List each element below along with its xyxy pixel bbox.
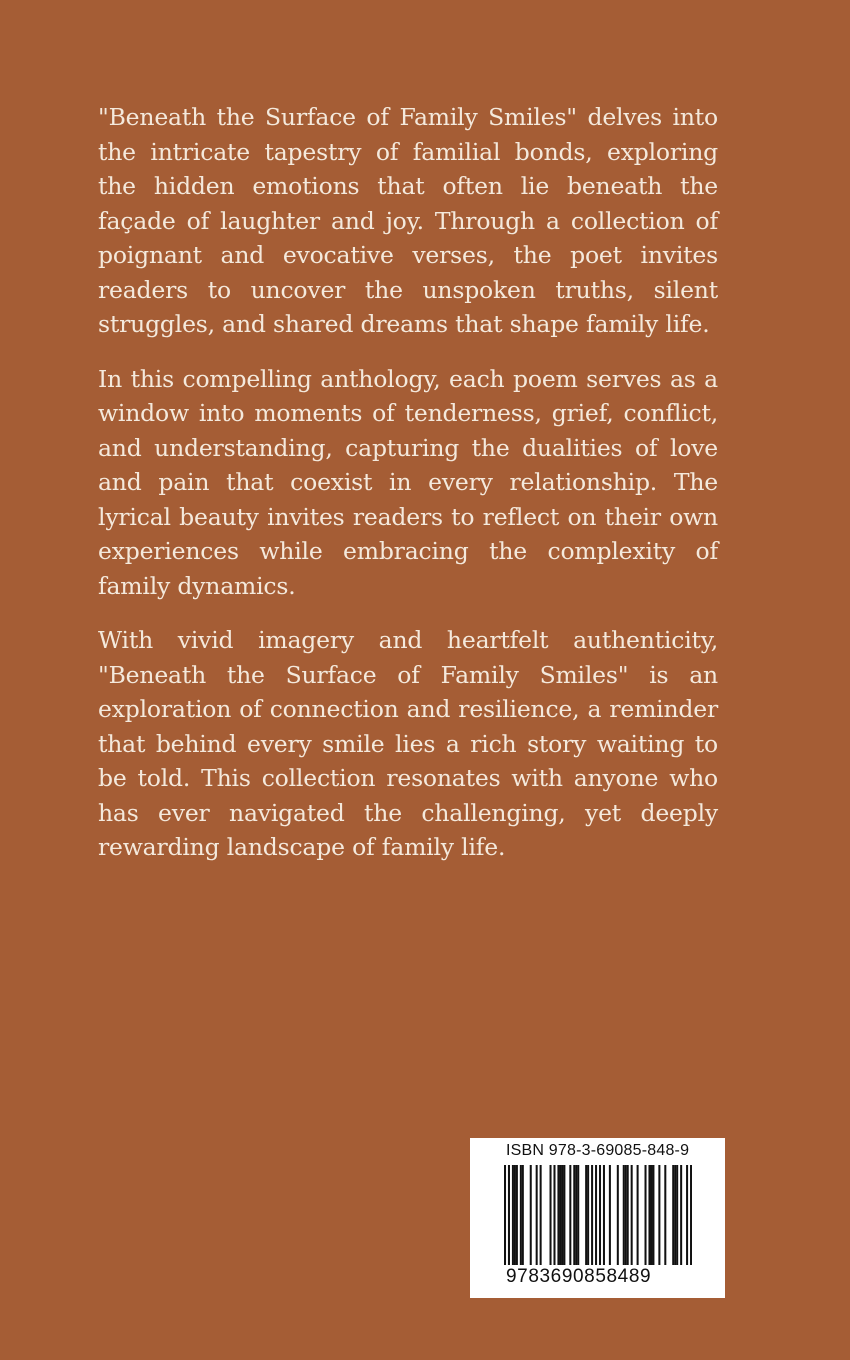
barcode-bar — [508, 1165, 510, 1265]
barcode-bar — [540, 1165, 542, 1265]
barcode-bar — [553, 1165, 555, 1265]
barcode-bar — [645, 1165, 647, 1265]
barcode-bar — [676, 1165, 678, 1265]
barcode-bar — [577, 1165, 579, 1265]
barcode-bar — [561, 1165, 563, 1265]
barcode-bar — [522, 1165, 524, 1265]
barcode-bar — [631, 1165, 633, 1265]
barcode-bar — [617, 1165, 619, 1265]
barcode-bar — [680, 1165, 682, 1265]
barcode-bar — [504, 1165, 506, 1265]
barcode-bar — [609, 1165, 611, 1265]
barcode-bar — [674, 1165, 676, 1265]
barcode-bar — [690, 1165, 692, 1265]
barcode-bar — [585, 1165, 587, 1265]
barcode-bar — [637, 1165, 639, 1265]
barcode-bar — [650, 1165, 652, 1265]
barcode-bar — [587, 1165, 589, 1265]
barcode-bar — [573, 1165, 575, 1265]
barcode-bar — [530, 1165, 532, 1265]
barcode-bar — [672, 1165, 674, 1265]
barcode-bar — [563, 1165, 565, 1265]
barcode-bars — [504, 1165, 692, 1265]
barcode-bar — [603, 1165, 605, 1265]
barcode-bar — [569, 1165, 571, 1265]
barcode-bar — [686, 1165, 688, 1265]
isbn-label: ISBN 978-3-69085-848-9 — [506, 1142, 690, 1159]
blurb-paragraph-2: In this compelling anthology, each poem serves as a window into moments of tenderness, grief, conflict, and understanding, capturing the dualities of love and pain that coexist in every relationship. The lyrical beauty invites readers to reflect on their own experiences while embracing the complexity of family dynamics. — [98, 364, 718, 600]
barcode-bar — [536, 1165, 538, 1265]
barcode-bar — [648, 1165, 650, 1265]
barcode-bar — [512, 1165, 514, 1265]
isbn-barcode-box — [470, 1138, 725, 1298]
barcode-bar — [627, 1165, 629, 1265]
barcode-bar — [658, 1165, 660, 1265]
barcode-bar — [516, 1165, 518, 1265]
blurb-paragraph-1: "Beneath the Surface of Family Smiles" delves into the intricate tapestry of familial bonds, exploring the hidden emotions that often lie beneath the façade of laughter and joy. Through a collection of poignant and evocative verses, the poet invites readers to uncover the unspoken truths, silent struggles, and shared dreams that shape family life. — [98, 103, 718, 338]
blurb-text — [98, 100, 718, 885]
barcode-bar — [625, 1165, 627, 1265]
ean-digits: 9783690858489 — [506, 1266, 652, 1287]
barcode-bar — [557, 1165, 559, 1265]
barcode-bar — [595, 1165, 597, 1265]
barcode-bar — [623, 1165, 625, 1265]
barcode-bar — [652, 1165, 654, 1265]
barcode-bar — [591, 1165, 593, 1265]
barcode-bar — [599, 1165, 601, 1265]
barcode-bar — [514, 1165, 516, 1265]
barcode-bar — [664, 1165, 666, 1265]
barcode-bar — [520, 1165, 522, 1265]
barcode-bar — [550, 1165, 552, 1265]
barcode-bar — [575, 1165, 577, 1265]
barcode-bar — [559, 1165, 561, 1265]
blurb-paragraph-3: With vivid imagery and heartfelt authenticity, "Beneath the Surface of Family Smiles" is an exploration of connection and resilience, a reminder that behind every smile lies a rich story waiting to be told. This collection resonates with anyone who has ever navigated the challenging, yet deeply rewarding landscape of family life. — [98, 626, 718, 861]
